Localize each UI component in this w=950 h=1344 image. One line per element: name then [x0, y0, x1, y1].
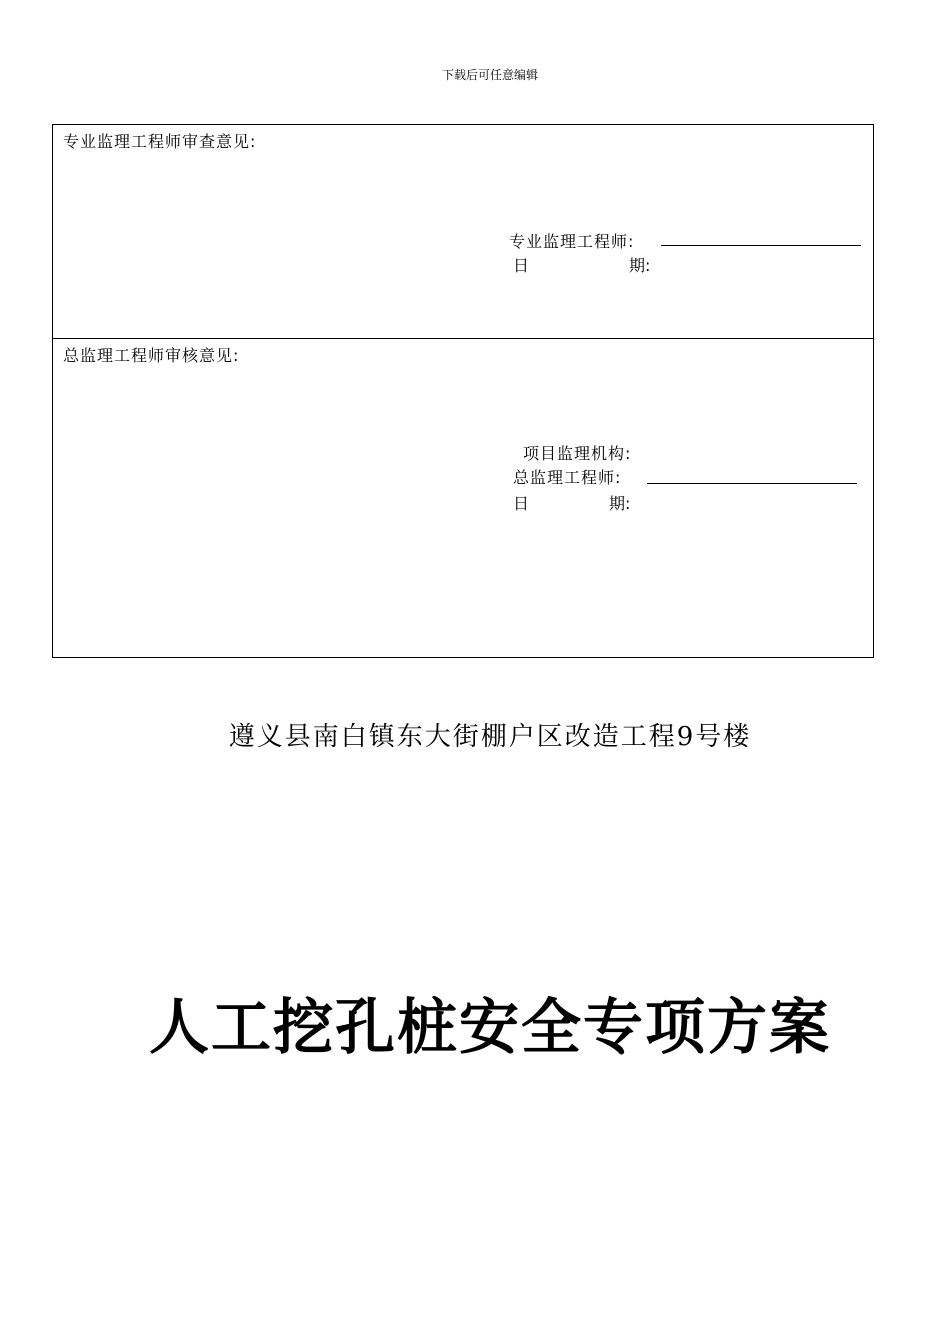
- engineer-signer-label: 专业监理工程师:: [509, 232, 635, 251]
- engineer-review-section: [53, 125, 873, 339]
- chief-org-label: 项目监理机构:: [523, 444, 632, 463]
- review-table: [52, 124, 874, 658]
- chief-signature-line: [647, 483, 857, 484]
- chief-signer-label: 总监理工程师:: [513, 468, 622, 487]
- engineer-signature-line: [661, 245, 861, 246]
- chief-date-label-1: 日: [513, 494, 530, 513]
- engineer-date-label-2: 期:: [629, 256, 651, 275]
- header-note: 下载后可任意编辑: [441, 68, 538, 82]
- chief-review-label: 总监理工程师审核意见:: [63, 346, 240, 365]
- chief-review-section: [53, 339, 873, 657]
- engineer-review-label: 专业监理工程师审查意见:: [63, 132, 257, 151]
- project-title: 遵义县南白镇东大街棚户区改造工程9号楼: [228, 722, 752, 752]
- chief-date-label-2: 期:: [609, 494, 631, 513]
- main-title: 人工挖孔桩安全专项方案: [149, 993, 831, 1063]
- engineer-date-label-1: 日: [513, 256, 530, 275]
